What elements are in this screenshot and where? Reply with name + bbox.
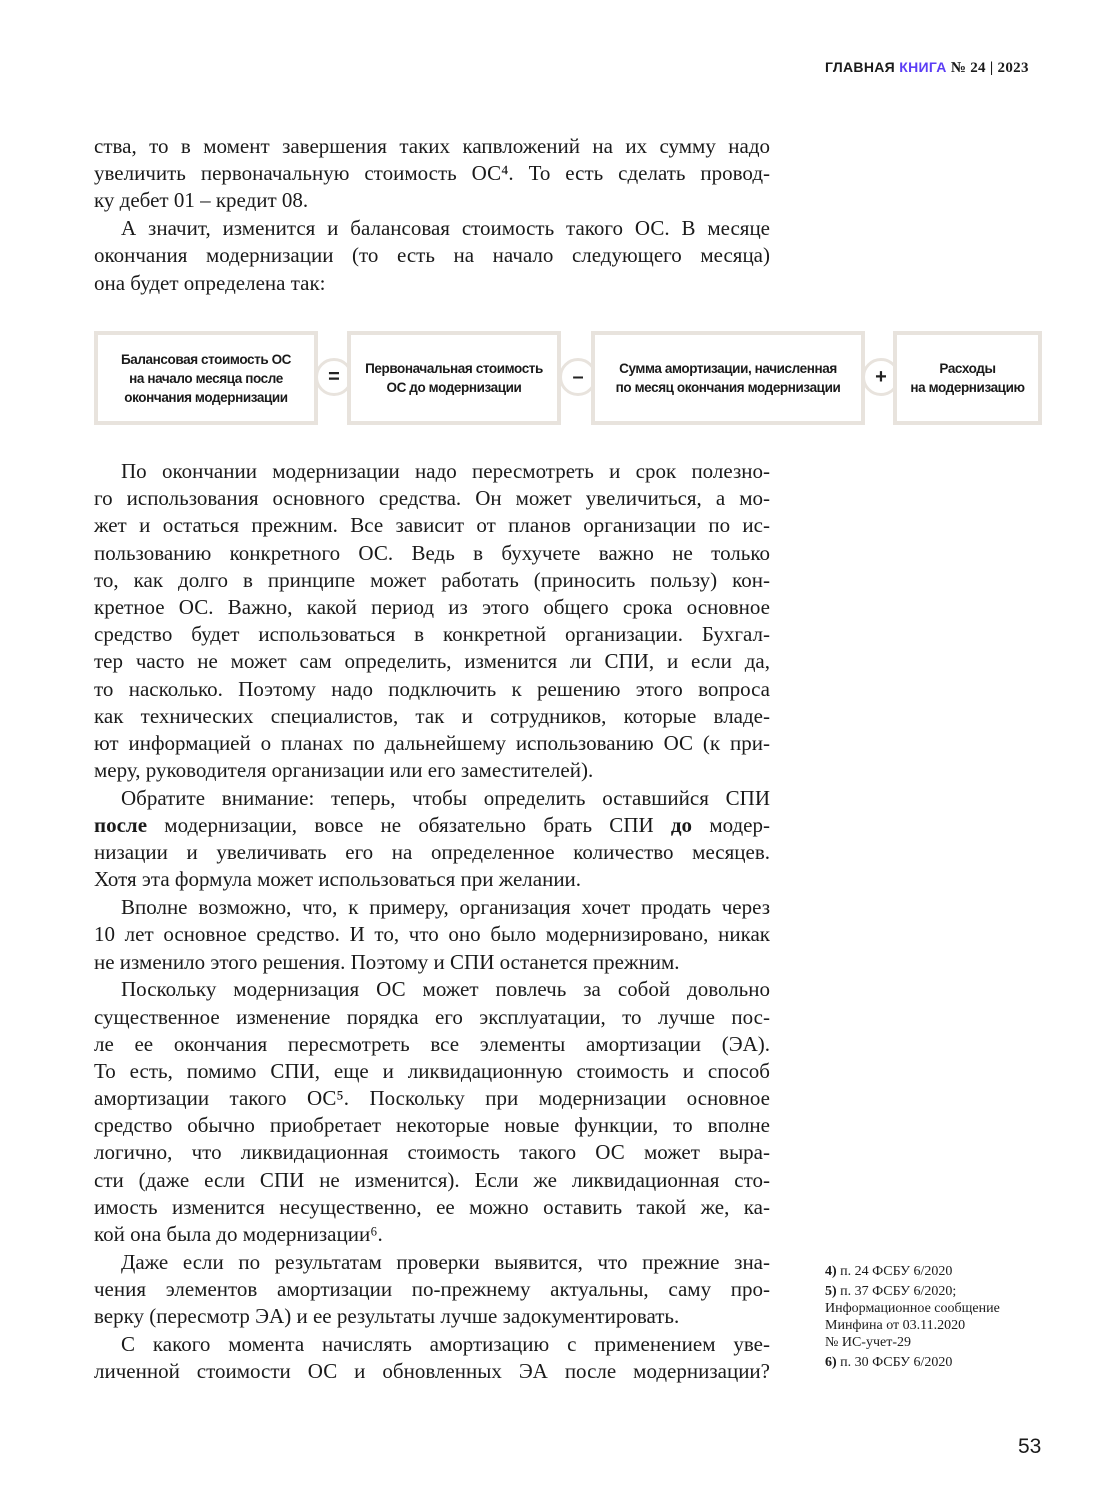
text-line: она будет определена так:: [94, 270, 326, 295]
text-line: А значит, изменится и балансовая стоимость такого ОС. В месяце: [121, 216, 770, 241]
formula-box-text: Сумма амортизации, начисленная по месяц окончания модернизации: [615, 361, 841, 395]
intro-text: [94, 133, 770, 297]
text-line: Вполне возможно, что, к примеру, организация хочет продать через: [121, 895, 770, 920]
footnote: [825, 1354, 1045, 1371]
text-line: Хотя эта формула может использоваться при желании.: [94, 867, 582, 892]
paragraph: [94, 894, 770, 976]
paragraph: [94, 458, 770, 784]
formula-box-depreciation: [591, 331, 865, 425]
footnote: [825, 1263, 1045, 1280]
text-line: низации и увеличивать его на определенное количество месяцев.: [94, 840, 770, 865]
formula-box-book-value: [94, 331, 318, 425]
paragraph: [94, 1249, 770, 1331]
paragraph: [94, 785, 770, 894]
minus-sign: –: [559, 358, 597, 396]
page-number: 53: [1018, 1435, 1042, 1458]
formula-box-modernization-costs: [893, 331, 1042, 425]
text-line: чения элементов амортизации по-прежнему актуальны, саму про-: [94, 1277, 770, 1301]
footnote-mark: 5): [825, 1284, 837, 1299]
text-line: ле ее окончания пересмотреть все элементы амортизации (ЭА).: [94, 1031, 770, 1056]
plus-sign: +: [862, 358, 900, 396]
text-line: тер часто не может сам определить, изменится ли СПИ, и если да,: [94, 649, 770, 674]
text-line: сти (даже если СПИ не изменится). Если же ликвидационная сто-: [94, 1167, 770, 1192]
text-line: амортизации такого ОС⁵. Поскольку при модернизации основное: [94, 1086, 770, 1111]
formula-box-text: Расходы на модернизацию: [910, 361, 1025, 395]
text-line: 10 лет основное средство. И то, что оно было модернизировано, никак: [94, 922, 770, 947]
formula-box-text: Балансовая стоимость ОС на начало месяца после окончания модернизации: [120, 351, 292, 405]
footnote-mark: 4): [825, 1264, 837, 1279]
text-line: То есть, помимо СПИ, еще и ликвидационную стоимость и способ: [94, 1058, 770, 1083]
paragraph: [94, 133, 770, 215]
brand-name: ГЛАВНАЯ: [825, 59, 896, 75]
text-line: го использования основного средства. Он может увеличиться, а мо-: [94, 486, 770, 511]
text-line: С какого момента начислять амортизацию с применением уве-: [121, 1331, 770, 1356]
brand-name-accent: КНИГА: [899, 59, 947, 75]
bold-text: до: [670, 813, 693, 838]
paragraph: [94, 215, 770, 297]
text-line: как технических специалистов, так и сотрудников, которые владе-: [94, 703, 770, 728]
bold-text: после: [94, 813, 148, 838]
formula-box-text: Первоначальная стоимость ОС до модернизации: [365, 361, 543, 395]
text-line: то насколько. Поэтому надо подключить к решению этого вопроса: [94, 676, 770, 701]
equals-sign: =: [315, 358, 353, 396]
paragraph: [94, 1331, 770, 1385]
footnote: [825, 1283, 1045, 1351]
text-line: ку дебет 01 – кредит 08.: [94, 188, 309, 213]
text-line: меру, руководителя организации или его заместителей).: [94, 758, 594, 783]
formula-diagram: [94, 331, 1042, 425]
text-line: пользованию конкретного ОС. Ведь в бухучете важно не только: [94, 540, 770, 565]
text-line: существенное изменение порядка его эксплуатации, то лучше пос-: [94, 1004, 770, 1029]
running-header: [825, 59, 1029, 77]
body-text: [94, 458, 770, 1386]
text-line: [94, 812, 770, 839]
formula-box-initial-cost: [347, 331, 561, 425]
footnote-text: п. 30 ФСБУ 6/2020: [836, 1355, 953, 1370]
text-line: кой она была до модернизации⁶.: [94, 1222, 383, 1247]
text-line: Даже если по результатам проверки выявится, что прежние зна-: [121, 1249, 770, 1274]
text-line: По окончании модернизации надо пересмотреть и срок полезно-: [121, 459, 770, 483]
text-line: Обратите внимание: теперь, чтобы определить оставшийся СПИ: [121, 785, 770, 810]
text-line: ства, то в момент завершения таких капвложений на их сумму надо: [94, 134, 770, 158]
text-line: то, как долго в принципе может работать (приносить пользу) кон-: [94, 567, 770, 592]
footnotes: [825, 1263, 1045, 1374]
text-line: жет и остаться прежним. Все зависит от планов организации по ис-: [94, 513, 770, 538]
text-line: средство обычно приобретает некоторые новые функции, то вполне: [94, 1113, 770, 1138]
text-line: кретное ОС. Важно, какой период из этого общего срока основное: [94, 594, 770, 619]
text-segment: модернизации, вовсе не обязательно брать СПИ: [147, 813, 671, 838]
footnote-mark: 6): [825, 1355, 837, 1370]
paragraph: [94, 976, 770, 1248]
text-line: личенной стоимости ОС и обновленных ЭА после модернизации?: [94, 1359, 770, 1384]
text-segment: модер-: [692, 813, 770, 838]
text-line: окончания модернизации (то есть на начало следующего месяца): [94, 243, 770, 268]
text-line: верку (пересмотр ЭА) и ее результаты лучше задокументировать.: [94, 1304, 680, 1329]
text-line: Поскольку модернизация ОС может повлечь за собой довольно: [121, 977, 770, 1002]
issue-number: № 24 | 2023: [950, 60, 1029, 76]
text-line: средство будет использоваться в конкретной организации. Бухгал-: [94, 622, 770, 647]
text-line: ют информацией о планах по дальнейшему использованию ОС (к при-: [94, 730, 770, 755]
text-line: увеличить первоначальную стоимость ОС⁴. То есть сделать провод-: [94, 161, 770, 186]
text-line: не изменило этого решения. Поэтому и СПИ останется прежним.: [94, 949, 680, 974]
text-line: логично, что ликвидационная стоимость такого ОС может выра-: [94, 1140, 770, 1165]
text-line: имость изменится несущественно, ее можно оставить такой же, ка-: [94, 1194, 770, 1219]
footnote-text: п. 24 ФСБУ 6/2020: [836, 1264, 953, 1279]
footnote-text: п. 37 ФСБУ 6/2020; Информационное сообщение Минфина от 03.11.2020 № ИС-учет-29: [825, 1284, 1000, 1350]
